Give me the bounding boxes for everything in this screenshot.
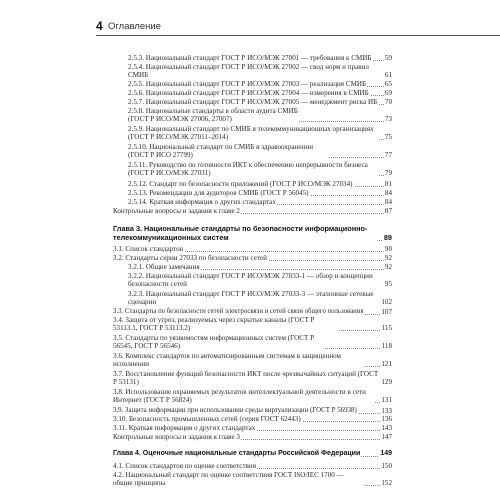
toc-entry-page: 92 — [384, 263, 392, 271]
toc-entry-page: 102 — [381, 297, 392, 306]
toc-entry[interactable] — [113, 424, 392, 432]
toc-entry[interactable] — [128, 63, 392, 79]
toc-entry[interactable] — [128, 189, 392, 197]
toc-entry-title: 3.2.2. Национальный стандарт ГОСТ Р ИСО/МЭК 27033-1 — обзор и концепции безопасности сетей — [128, 272, 391, 288]
toc-entry-page: 118 — [381, 341, 392, 350]
toc-entry-title: 2.5.7. Национальный стандарт ГОСТ Р ИСО/МЭК 27005 — менеджмент риска ИБ — [128, 98, 378, 106]
toc-entry[interactable] — [128, 98, 392, 106]
toc-entry-title: 2.5.4. Национальный стандарт ГОСТ Р ИСО/МЭК 27002 — свод норм и правил СМИБ — [128, 63, 387, 79]
toc-chapter-page: 89 — [383, 233, 392, 242]
toc-entry-page: 75 — [384, 132, 392, 141]
toc-entry[interactable] — [113, 406, 392, 415]
toc-entry-title: 2.5.10. Национальный стандарт по СМИБ в здравоохранении (ГОСТ Р ИСО 27799) — [128, 143, 329, 159]
toc-entry[interactable] — [113, 254, 392, 262]
toc-entry[interactable] — [128, 89, 392, 97]
toc-chapter-entry[interactable] — [113, 450, 392, 458]
toc-entry-page: 107 — [381, 308, 392, 316]
toc-entry-page: 79 — [384, 168, 392, 177]
toc-entry[interactable] — [113, 415, 392, 423]
page-number: 4 — [96, 19, 103, 33]
toc-entry[interactable] — [113, 334, 392, 350]
toc-entry-page: 84 — [384, 198, 392, 206]
section-title: Оглавление — [108, 21, 161, 32]
toc-entry-title: Контрольные вопросы и задания к главе 2 — [113, 207, 240, 215]
toc-entry[interactable] — [128, 54, 392, 62]
toc-entry-page: 77 — [384, 150, 392, 159]
toc-entry-title: 2.5.5. Национальный стандарт ГОСТ Р ИСО/МЭК 27003 — реализация СМИБ — [128, 80, 367, 88]
toc-entry-page: 95 — [384, 279, 392, 288]
toc-entry-title: Контрольные вопросы и задания к главе 3 — [113, 433, 240, 441]
toc-entry-page: 59 — [384, 54, 392, 62]
toc-entry-page: 73 — [384, 114, 392, 123]
toc-entry[interactable] — [128, 107, 392, 123]
toc-entry-page: 121 — [381, 359, 392, 368]
toc-entry[interactable] — [113, 388, 392, 404]
toc-entry-title: 3.10. Безопасность промышленных сетей (серия ГОСТ 62443) — [113, 415, 301, 423]
toc-entry-title: 3.9. Защита информации при использовании среды виртуализации (ГОСТ Р 56938) — [113, 407, 357, 414]
toc-entry-page: 143 — [381, 424, 392, 432]
toc-entry-page: 84 — [384, 189, 392, 197]
toc-entry-page: 150 — [381, 462, 392, 470]
toc-entry-page: 152 — [381, 478, 392, 487]
toc-entry-page: 129 — [381, 377, 392, 386]
toc-entry-page: 136 — [381, 415, 392, 423]
toc-entry-page: 115 — [381, 323, 392, 332]
toc-entry-title: 2.5.14. Краткая информация о других стандартах — [128, 198, 276, 206]
toc-entry-title: 3.3. Стандарты по безопасности сетей электросвязи и сетей связи общего пользования — [113, 308, 364, 315]
toc-entry[interactable] — [113, 207, 392, 215]
toc-entry[interactable] — [128, 180, 392, 188]
toc-entry-title: 3.11. Краткая информация о других стандартах — [113, 424, 256, 432]
toc-entry[interactable] — [128, 290, 392, 306]
toc-entry-page: 147 — [381, 433, 392, 441]
toc-entry-title: 3.5. Стандарты по уязвимостям информационных систем (ГОСТ Р 56545, ГОСТ Р 56546) — [113, 334, 324, 350]
toc-entry-title: 2.5.8. Национальные стандарты в области аудита СМИБ (ГОСТ Р ИСО/МЭК 27006, 27007) — [128, 107, 298, 124]
toc-entry-page: 69 — [384, 89, 392, 97]
toc-entry-title: 3.1. Список стандартов — [113, 245, 184, 253]
toc-entry-title: 4.1. Список стандартов по оценке соответствия — [113, 462, 256, 470]
toc-chapter-entry[interactable] — [113, 224, 392, 242]
toc-entry-page: 133 — [381, 407, 392, 415]
toc-entry-title: 2.5.9. Национальный стандарт по СМИБ в телекоммуникационных организациях (ГОСТ Р ИСО/МЭК 27011–2014) — [128, 125, 379, 141]
toc-entry-title: 3.4. Защита от угроз, реализуемых через скрытые каналы (ГОСТ Р 53113.1, ГОСТ Р 53113.2) — [113, 316, 339, 332]
toc-entry-title: 2.5.3. Национальный стандарт ГОСТ Р ИСО/МЭК 27001 — требования к СМИБ — [128, 54, 372, 62]
toc-entry-page: 65 — [384, 80, 392, 88]
toc-entry-page: 87 — [384, 207, 392, 215]
toc-entry[interactable] — [113, 433, 392, 441]
toc-entry-title: 3.2. Стандарты серии 27033 по безопасности сетей — [113, 254, 267, 262]
toc-entry[interactable] — [113, 352, 392, 368]
toc-entry-page: 92 — [384, 254, 392, 262]
toc-chapter-page: 149 — [380, 450, 392, 457]
toc-entry-title: 2.5.6. Национальный стандарт ГОСТ Р ИСО/МЭК 27004 — измерения в СМИБ — [128, 89, 369, 97]
toc-entry[interactable] — [128, 198, 392, 206]
toc-entry-title: 3.7. Восстановление функций безопасности ИКТ после чрезвычайных ситуаций (ГОСТ Р 53131) — [113, 370, 382, 386]
toc-entry[interactable] — [128, 263, 392, 271]
toc-entry-title: 2.5.12. Стандарт по безопасности приложений (ГОСТ Р ИСО/МЭК 27034) — [128, 180, 353, 188]
toc-entry-title: 3.6. Комплекс стандартов по автоматизированным системам в защищенном исполнении — [113, 352, 364, 368]
toc-entry-page: 70 — [384, 98, 392, 106]
toc-entry-title: 2.5.11. Руководство по готовности ИКТ к обеспечению непрерывности бизнеса (ГОСТ Р ИСО/МЭК 27031) — [128, 161, 379, 177]
toc-entry-title: 2.5.13. Рекомендации для аудиторов СМИБ (ГОСТ Р 56045) — [128, 189, 309, 197]
toc-entry[interactable] — [113, 370, 392, 386]
toc-entry-title: 3.8. Использование охраняемых результатов интеллектуальной деятельности в сети Интернет (ГОСТ Р 56824) — [113, 388, 374, 404]
toc-entry[interactable] — [113, 462, 392, 470]
toc-entry-title: 3.2.3. Национальный стандарт ГОСТ Р ИСО/МЭК 27033-3 — эталонные сетевые сценарии — [128, 290, 391, 306]
toc-entry[interactable] — [128, 272, 392, 288]
toc-entry-title: 4.2. Национальный стандарт по оценке соответствия ГОСТ ISO/IEC 1700 — общие принципы — [113, 471, 364, 487]
toc-entry[interactable] — [113, 245, 392, 253]
toc-entry[interactable] — [128, 125, 392, 141]
toc-entry-page: 90 — [384, 245, 392, 253]
toc-entry[interactable] — [113, 471, 392, 487]
toc-entry-page: 81 — [384, 180, 392, 188]
toc-entry-page: 131 — [381, 395, 392, 404]
toc-entry[interactable] — [128, 80, 392, 88]
toc-entry-page: 61 — [384, 70, 392, 79]
toc-entry[interactable] — [113, 307, 392, 316]
toc-entry[interactable] — [128, 161, 392, 177]
toc-chapter-title: Глава 3. Национальные стандарты по безопасности информационно-телекоммуникационных систем — [113, 224, 376, 242]
toc-chapter-title: Глава 4. Оценочные национальные стандарты Российской Федерации — [113, 450, 361, 457]
toc-entry[interactable] — [113, 316, 392, 332]
toc-entry-title: 3.2.1. Общие замечания — [128, 263, 200, 271]
toc-entry[interactable] — [128, 143, 392, 159]
